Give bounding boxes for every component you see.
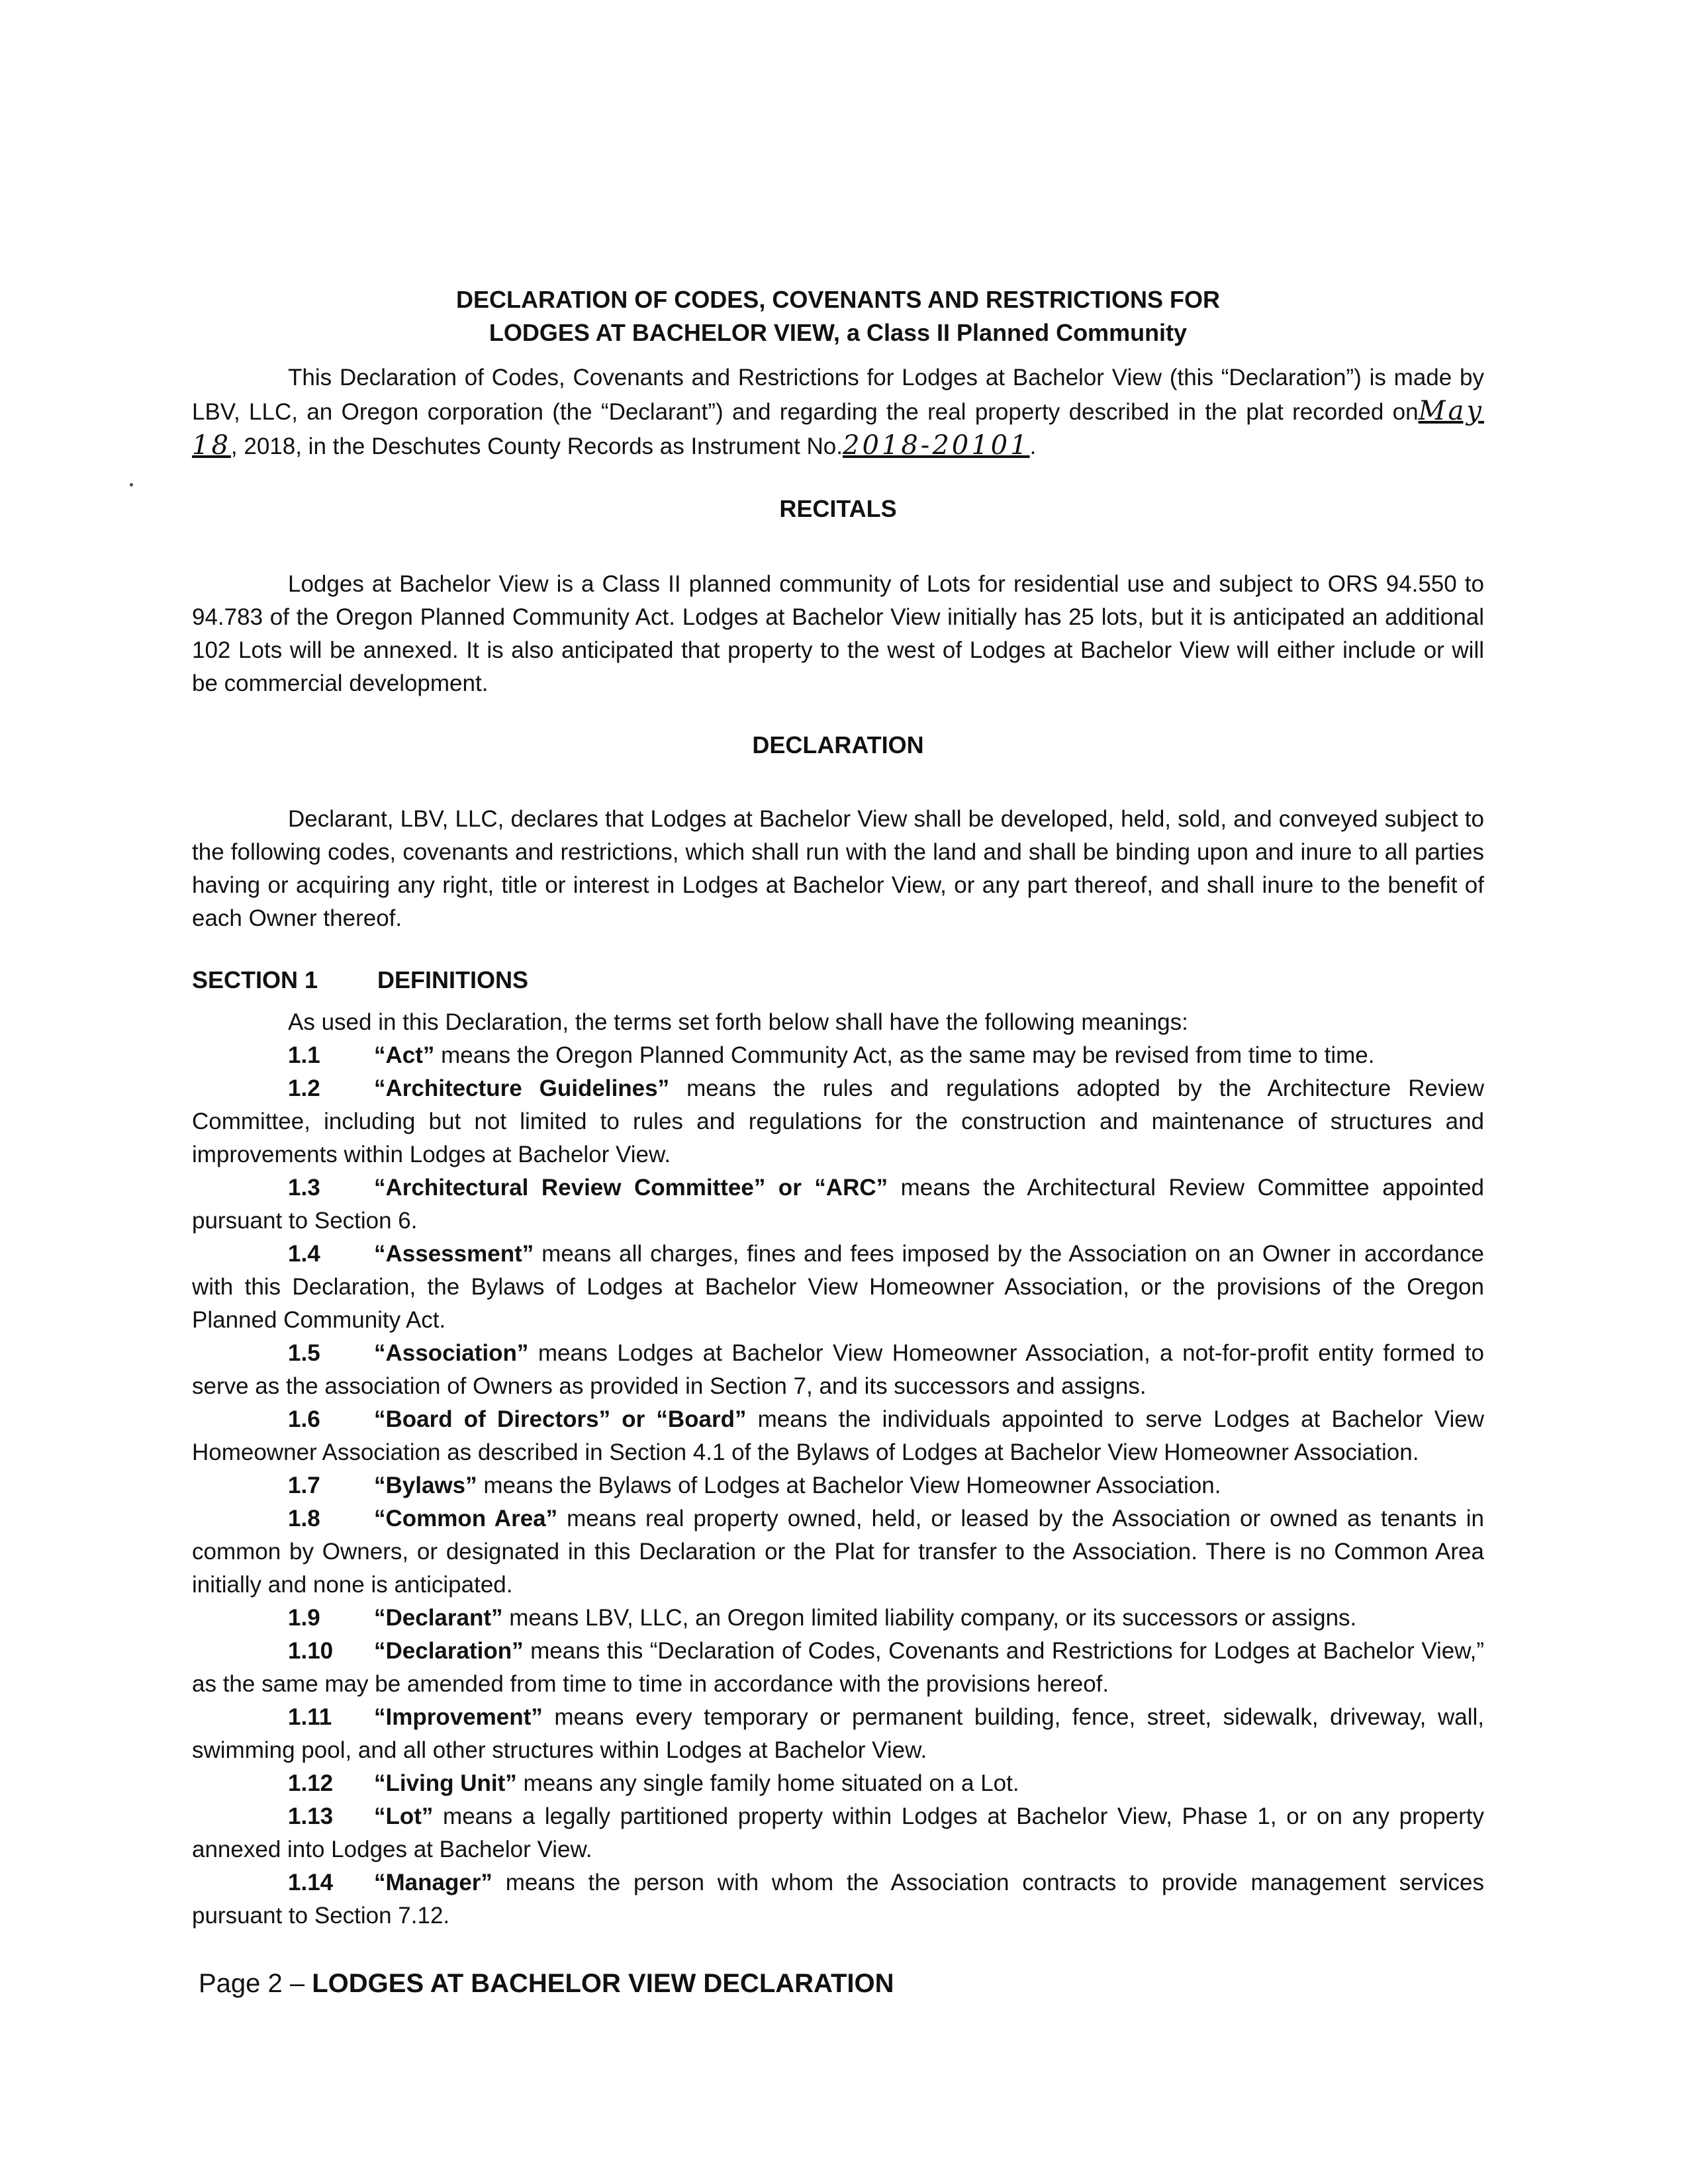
section-1-title: DEFINITIONS bbox=[377, 966, 529, 993]
definition-term: “Act” bbox=[374, 1042, 435, 1068]
section-1-intro: As used in this Declaration, the terms set forth below shall have the following meanings: bbox=[288, 1009, 1188, 1035]
definition-text: means real property owned, held, or leased by the Association or owned as tenants in common by Owners, or designated in this Declaration or the Plat for transfer to the Association. There is no Common Area initially and none is anticipated. bbox=[192, 1506, 1484, 1598]
definition-number: 1.2 bbox=[288, 1075, 320, 1101]
definition-1-12 bbox=[192, 1767, 1484, 1800]
definition-1-5 bbox=[192, 1337, 1484, 1403]
definition-1-11 bbox=[192, 1701, 1484, 1767]
definition-text: means the Oregon Planned Community Act, as the same may be revised from time to time. bbox=[434, 1042, 1375, 1068]
declaration-paragraph: Declarant, LBV, LLC, declares that Lodges at Bachelor View shall be developed, held, sold, and conveyed subject to the following codes, covenants and restrictions, which shall run with the land and shall be binding upon and inure to all parties having or acquiring any right, title or interest in Lodges at Bachelor View, or any part thereof, and shall inure to the benefit of each Owner thereof. bbox=[192, 806, 1484, 931]
definition-number: 1.5 bbox=[288, 1340, 320, 1366]
definition-text: means this “Declaration of Codes, Covenants and Restrictions for Lodges at Bachelor View,” as the same may be amended from time to time in accordance with the provisions hereof. bbox=[192, 1638, 1484, 1697]
definition-number: 1.4 bbox=[288, 1241, 320, 1267]
definition-number: 1.8 bbox=[288, 1506, 320, 1531]
footer-title: LODGES AT BACHELOR VIEW DECLARATION bbox=[312, 1969, 894, 1998]
definition-1-8 bbox=[192, 1502, 1484, 1602]
definition-number: 1.10 bbox=[288, 1638, 334, 1664]
definition-1-14 bbox=[192, 1866, 1484, 1933]
definition-1-3 bbox=[192, 1171, 1484, 1238]
handwritten-date: May 18 bbox=[192, 396, 1484, 461]
definition-text: means all charges, fines and fees imposed by the Association on an Owner in accordance with this Declaration, the Bylaws of Lodges at Bachelor View Homeowner Association, or the provisions of the Oregon Planned Community Act. bbox=[192, 1241, 1484, 1333]
scan-speck bbox=[130, 483, 133, 486]
definition-text: means the person with whom the Association contracts to provide management services pursuant to Section 7.12. bbox=[192, 1870, 1484, 1929]
recitals-paragraph: Lodges at Bachelor View is a Class II planned community of Lots for residential use and subject to ORS 94.550 to 94.783 of the Oregon Planned Community Act. Lodges at Bachelor View initially has 25 lots, but it is anticipated an additional 102 Lots will be annexed. It is also anticipated that property to the west of Lodges at Bachelor View will either include or will be commercial development. bbox=[192, 571, 1484, 696]
section-1-number: SECTION 1 bbox=[192, 966, 318, 993]
definition-term: “Declarant” bbox=[374, 1605, 503, 1631]
definition-number: 1.12 bbox=[288, 1770, 334, 1796]
recitals-heading: RECITALS bbox=[779, 495, 897, 522]
intro-text-2: , 2018, in the Deschutes County Records as Instrument No. bbox=[230, 433, 843, 459]
definition-text: means a legally partitioned property within Lodges at Bachelor View, Phase 1, or on any property annexed into Lodges at Bachelor View. bbox=[192, 1803, 1484, 1862]
definition-text: means every temporary or permanent building, fence, street, sidewalk, driveway, wall, swimming pool, and all other structures within Lodges at Bachelor View. bbox=[192, 1704, 1484, 1763]
definition-number: 1.7 bbox=[288, 1473, 320, 1498]
intro-text-3: . bbox=[1029, 433, 1037, 459]
definition-number: 1.6 bbox=[288, 1406, 320, 1432]
definition-term: “Improvement” bbox=[374, 1704, 543, 1730]
definition-term: “Living Unit” bbox=[374, 1770, 517, 1796]
definition-1-6 bbox=[192, 1403, 1484, 1469]
definition-term: “Architecture Guidelines” bbox=[374, 1075, 670, 1101]
definition-1-1 bbox=[192, 1039, 1484, 1072]
footer-page-number: Page 2 – bbox=[199, 1969, 312, 1998]
definition-term: “Common Area” bbox=[374, 1506, 558, 1531]
definition-text: means Lodges at Bachelor View Homeowner Association, a not-for-profit entity formed to serve as the association of Owners as provided in Section 7, and its successors and assigns. bbox=[192, 1340, 1484, 1399]
definition-number: 1.1 bbox=[288, 1042, 320, 1068]
definition-1-13 bbox=[192, 1800, 1484, 1866]
definition-text: means the rules and regulations adopted by the Architecture Review Committee, including but not limited to rules and regulations for the construction and maintenance of structures and improvements within Lodges at Bachelor View. bbox=[192, 1075, 1484, 1167]
definition-1-10 bbox=[192, 1635, 1484, 1701]
page-footer bbox=[199, 1969, 894, 1999]
definition-term: “Manager” bbox=[374, 1870, 492, 1895]
declaration-heading: DECLARATION bbox=[752, 731, 924, 758]
title-line-2: LODGES AT BACHELOR VIEW, a Class II Planned Community bbox=[489, 319, 1188, 346]
definition-text: means the individuals appointed to serve Lodges at Bachelor View Homeowner Association as described in Section 4.1 of the Bylaws of Lodges at Bachelor View Homeowner Association. bbox=[192, 1406, 1484, 1465]
definition-1-7 bbox=[192, 1469, 1484, 1502]
definition-text: means the Bylaws of Lodges at Bachelor View Homeowner Association. bbox=[477, 1473, 1221, 1498]
definition-term: “Association” bbox=[374, 1340, 529, 1366]
definition-number: 1.11 bbox=[288, 1704, 332, 1730]
definition-term: “Architectural Review Committee” or “ARC” bbox=[374, 1175, 888, 1201]
definition-number: 1.13 bbox=[288, 1803, 334, 1829]
definition-text: means LBV, LLC, an Oregon limited liability company, or its successors or assigns. bbox=[502, 1605, 1357, 1631]
definition-number: 1.9 bbox=[288, 1605, 320, 1631]
definition-1-4 bbox=[192, 1238, 1484, 1337]
definition-text: means the Architectural Review Committee appointed pursuant to Section 6. bbox=[192, 1175, 1485, 1234]
intro-text-1: This Declaration of Codes, Covenants and Restrictions for Lodges at Bachelor View (this “Declaration”) is made by LBV, LLC, an Oregon corporation (the “Declarant”) and regarding the real property described in the plat recorded on bbox=[192, 365, 1484, 425]
definition-term: “Assessment” bbox=[374, 1241, 534, 1267]
handwritten-instrument-number: 2018-20101 bbox=[843, 430, 1030, 461]
definition-term: “Declaration” bbox=[374, 1638, 524, 1664]
definition-1-2 bbox=[192, 1072, 1484, 1171]
definition-number: 1.14 bbox=[288, 1870, 334, 1895]
title-line-1: DECLARATION OF CODES, COVENANTS AND RESTRICTIONS FOR bbox=[455, 286, 1221, 313]
definition-term: “Bylaws” bbox=[374, 1473, 477, 1498]
intro-paragraph bbox=[192, 361, 1484, 463]
definition-term: “Board of Directors” or “Board” bbox=[374, 1406, 747, 1432]
definition-text: means any single family home situated on a Lot. bbox=[516, 1770, 1019, 1796]
definition-term: “Lot” bbox=[374, 1803, 434, 1829]
definition-number: 1.3 bbox=[288, 1175, 320, 1201]
definition-1-9 bbox=[192, 1602, 1484, 1635]
